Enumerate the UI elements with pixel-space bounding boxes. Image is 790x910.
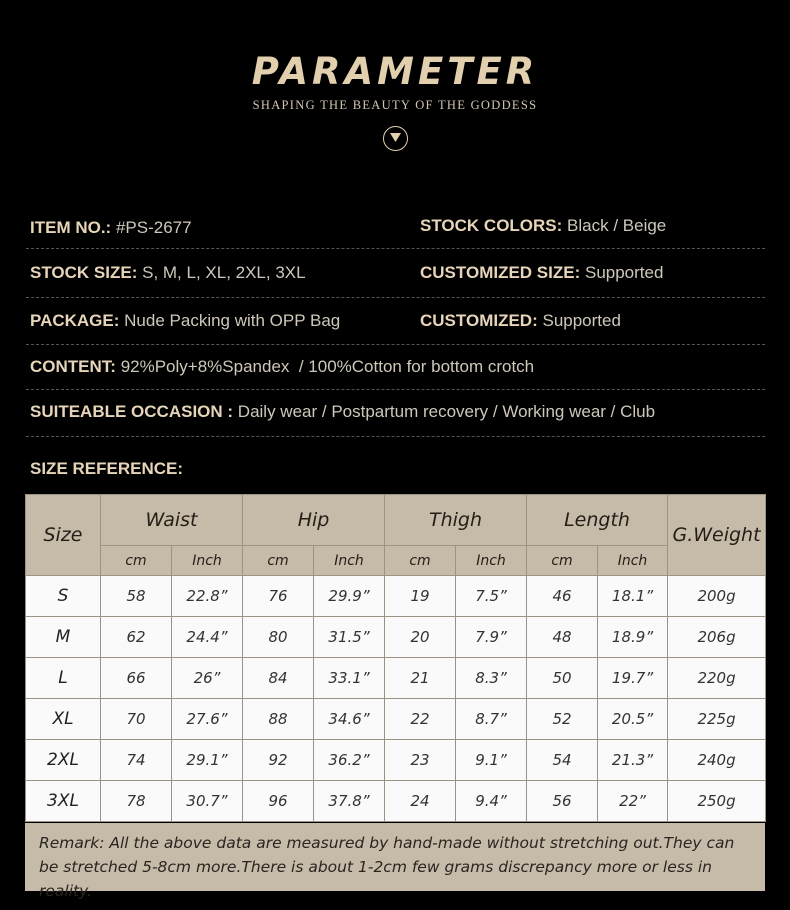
table-cell: 78 [101, 781, 172, 822]
table-row [26, 576, 766, 617]
table-cell: 23 [385, 740, 456, 781]
header-unit-cm: cm [101, 546, 172, 576]
header-unit-inch: Inch [314, 546, 385, 576]
table-row [26, 740, 766, 781]
table-cell: 92 [243, 740, 314, 781]
table-cell: 19.7” [598, 658, 668, 699]
size-table [25, 494, 766, 822]
table-cell: 29.9” [314, 576, 385, 617]
header-waist: Waist [101, 495, 243, 546]
customized [420, 311, 621, 331]
table-cell: 46 [527, 576, 598, 617]
table-cell: 9.4” [456, 781, 527, 822]
table-cell: 76 [243, 576, 314, 617]
table-cell: 88 [243, 699, 314, 740]
table-cell: 22” [598, 781, 668, 822]
package-label: PACKAGE: [30, 311, 120, 330]
table-row [26, 781, 766, 822]
content-value: 92%Poly+8%Spandex / 100%Cotton for bottom crotch [120, 357, 535, 376]
table-cell: 7.5” [456, 576, 527, 617]
table-cell: 84 [243, 658, 314, 699]
table-cell: 36.2” [314, 740, 385, 781]
table-cell: 66 [101, 658, 172, 699]
header-weight: G.Weight [668, 495, 766, 576]
table-cell: 27.6” [172, 699, 243, 740]
customized-value: Supported [542, 311, 621, 330]
table-cell: 225g [668, 699, 766, 740]
content-label: CONTENT: [30, 357, 116, 376]
table-cell: 18.9” [598, 617, 668, 658]
stock-colors [420, 216, 666, 236]
table-cell-size: M [26, 617, 101, 658]
info-row-package [26, 298, 765, 345]
table-cell: 29.1” [172, 740, 243, 781]
info-row-occasion [26, 390, 765, 437]
occasion-label: SUITEABLE OCCASION : [30, 402, 234, 421]
table-cell: 34.6” [314, 699, 385, 740]
table-row [26, 617, 766, 658]
table-cell: 30.7” [172, 781, 243, 822]
customized-size-label: CUSTOMIZED SIZE: [420, 263, 581, 282]
table-cell: 200g [668, 576, 766, 617]
item-no [30, 218, 192, 238]
table-cell: 24 [385, 781, 456, 822]
table-cell: 21.3” [598, 740, 668, 781]
customized-size [420, 263, 663, 283]
table-row [26, 699, 766, 740]
table-cell: 54 [527, 740, 598, 781]
table-cell: 48 [527, 617, 598, 658]
item-no-label: ITEM NO.: [30, 218, 112, 237]
table-cell-size: L [26, 658, 101, 699]
table-cell: 74 [101, 740, 172, 781]
table-cell: 8.7” [456, 699, 527, 740]
info-row-item [26, 207, 765, 249]
table-cell: 9.1” [456, 740, 527, 781]
table-cell: 24.4” [172, 617, 243, 658]
package [30, 311, 340, 331]
table-cell: 70 [101, 699, 172, 740]
table-cell: 21 [385, 658, 456, 699]
stock-size-label: STOCK SIZE: [30, 263, 138, 282]
table-cell: 8.3” [456, 658, 527, 699]
info-row-size [26, 249, 765, 298]
package-value: Nude Packing with OPP Bag [124, 311, 341, 330]
header-size: Size [26, 495, 101, 576]
header-unit-cm: cm [527, 546, 598, 576]
table-cell: 20 [385, 617, 456, 658]
remark-note: Remark: All the above data are measured by hand-made without stretching out.They can be stretched 5-8cm more.There is about 1-2cm few grams discrepancy more or less in reality. [25, 823, 765, 891]
table-cell: 62 [101, 617, 172, 658]
table-cell: 56 [527, 781, 598, 822]
table-cell: 19 [385, 576, 456, 617]
stock-size [30, 263, 306, 283]
table-cell: 7.9” [456, 617, 527, 658]
table-cell: 96 [243, 781, 314, 822]
header-unit-cm: cm [243, 546, 314, 576]
table-cell: 206g [668, 617, 766, 658]
table-cell: 52 [527, 699, 598, 740]
header-hip: Hip [243, 495, 385, 546]
table-cell: 80 [243, 617, 314, 658]
table-cell: 33.1” [314, 658, 385, 699]
table-row [26, 658, 766, 699]
table-cell-size: XL [26, 699, 101, 740]
table-cell: 240g [668, 740, 766, 781]
table-cell: 18.1” [598, 576, 668, 617]
table-cell-size: 2XL [26, 740, 101, 781]
page-subtitle: SHAPING THE BEAUTY OF THE GODDESS [252, 98, 538, 112]
header-unit-inch: Inch [598, 546, 668, 576]
table-cell: 22 [385, 699, 456, 740]
page-title: PARAMETER [251, 50, 539, 93]
chevron-down-circle-icon [383, 126, 408, 151]
customized-label: CUSTOMIZED: [420, 311, 538, 330]
item-no-value: #PS-2677 [115, 218, 192, 237]
table-cell: 31.5” [314, 617, 385, 658]
table-cell: 22.8” [172, 576, 243, 617]
stock-size-value: S, M, L, XL, 2XL, 3XL [142, 263, 306, 282]
header-unit-inch: Inch [456, 546, 527, 576]
table-cell: 58 [101, 576, 172, 617]
header-thigh: Thigh [385, 495, 527, 546]
info-row-content [26, 345, 765, 390]
header-unit-inch: Inch [172, 546, 243, 576]
table-cell: 250g [668, 781, 766, 822]
table-cell: 20.5” [598, 699, 668, 740]
stock-colors-label: STOCK COLORS: [420, 216, 563, 235]
table-cell: 37.8” [314, 781, 385, 822]
stock-colors-value: Black / Beige [567, 216, 667, 235]
table-cell: 220g [668, 658, 766, 699]
table-cell: 50 [527, 658, 598, 699]
header-unit-cm: cm [385, 546, 456, 576]
size-reference-label: SIZE REFERENCE: [30, 459, 184, 478]
content [30, 357, 534, 377]
table-cell-size: 3XL [26, 781, 101, 822]
customized-size-value: Supported [584, 263, 664, 282]
occasion-value: Daily wear / Postpartum recovery / Working wear / Club [237, 402, 656, 421]
header-length: Length [527, 495, 668, 546]
occasion [30, 402, 655, 422]
table-cell: 26” [172, 658, 243, 699]
table-cell-size: S [26, 576, 101, 617]
